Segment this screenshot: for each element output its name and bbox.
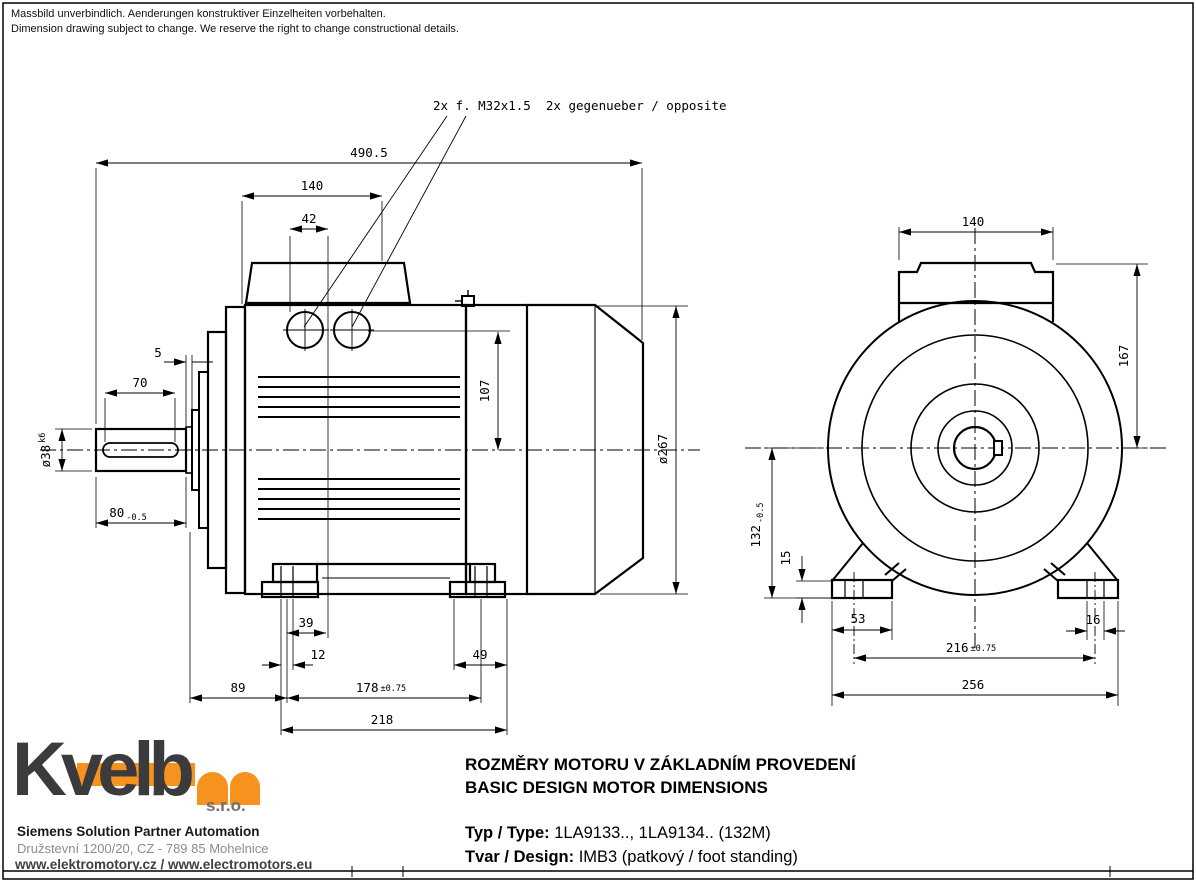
type-value: 1LA9133.., 1LA9134.. (132M) bbox=[549, 824, 771, 842]
dim-box-width-front: 140 bbox=[961, 214, 985, 229]
design-value: IMB3 (patkový / foot standing) bbox=[574, 848, 798, 866]
logo-suffix: s.r.o. bbox=[206, 796, 246, 815]
dim-foot-length: 218 bbox=[370, 712, 394, 727]
lifting-eye bbox=[455, 290, 474, 306]
dim-gland-height: 107 bbox=[477, 379, 492, 403]
type-label: Typ / Type: bbox=[465, 824, 550, 842]
dim-gland-spacing: 42 bbox=[301, 211, 317, 226]
address-line: Družstevní 1200/20, CZ - 789 85 Mohelnice bbox=[17, 841, 269, 856]
dim-foot-height: 15 bbox=[778, 550, 793, 566]
partner-line: Siemens Solution Partner Automation bbox=[17, 824, 260, 839]
title-english: BASIC DESIGN MOTOR DIMENSIONS bbox=[465, 778, 768, 797]
design-label: Tvar / Design: bbox=[465, 848, 575, 866]
side-feet bbox=[262, 564, 505, 597]
dim-foot-hole-distance: 178 ±0.75 bbox=[355, 680, 407, 695]
dim-foot-hole-to-line: 39 bbox=[298, 615, 314, 630]
logo-brand-text: Kvelb bbox=[12, 727, 189, 812]
dim-foot-slot-width-front: 16 bbox=[1085, 612, 1101, 627]
side-extension-lines bbox=[55, 168, 688, 735]
dim-frame-diameter: ø267 bbox=[655, 433, 670, 465]
dim-box-width-side: 140 bbox=[300, 178, 324, 193]
dim-center-to-foot: $132_{-0.5}$ bbox=[748, 502, 766, 548]
cooling-fins bbox=[258, 377, 460, 519]
front-extension-lines bbox=[764, 227, 1148, 706]
title-czech: ROZMĚRY MOTORU V ZÁKLADNÍM PROVEDENÍ bbox=[465, 755, 856, 774]
design-line bbox=[465, 848, 798, 867]
company-logo bbox=[8, 727, 288, 824]
dim-key-length: 70 bbox=[132, 375, 148, 390]
dim-foot-span: 216 ±0.75 bbox=[945, 640, 997, 655]
dim-shaft-diameter: $ø38^{k6}$ bbox=[38, 432, 53, 468]
shaft-key-notch bbox=[994, 441, 1002, 455]
website-links[interactable]: www.elektromotory.cz / www.electromotors.eu bbox=[15, 857, 313, 872]
dim-foot-hole-to-end: 49 bbox=[472, 647, 488, 662]
dim-shoulder-to-foot-hole: 89 bbox=[230, 680, 246, 695]
side-view bbox=[38, 116, 700, 735]
cable-gland-note: 2x f. M32x1.5 2x gegenueber / opposite bbox=[433, 98, 727, 113]
dim-overall-width: 256 bbox=[961, 677, 985, 692]
dim-foot-slot-width-side: 12 bbox=[310, 647, 326, 662]
dim-shoulder: 5 bbox=[154, 345, 162, 360]
terminal-box-front bbox=[899, 263, 1053, 322]
disclaimer-line-en: Dimension drawing subject to change. We reserve the right to change constructional details. bbox=[11, 23, 459, 35]
side-dimension-lines bbox=[62, 163, 676, 730]
dim-shaft-length: 80 $_{-0.5}$ bbox=[109, 505, 147, 523]
dim-total-length: 490.5 bbox=[350, 145, 388, 160]
dim-foot-width: 53 bbox=[850, 611, 866, 626]
type-line bbox=[465, 824, 771, 843]
disclaimer-line-de: Massbild unverbindlich. Aenderungen konstruktiver Einzelheiten vorbehalten. bbox=[11, 8, 386, 20]
dim-center-to-top: 167 bbox=[1116, 344, 1131, 368]
title-block bbox=[465, 753, 856, 799]
front-view bbox=[745, 214, 1170, 706]
